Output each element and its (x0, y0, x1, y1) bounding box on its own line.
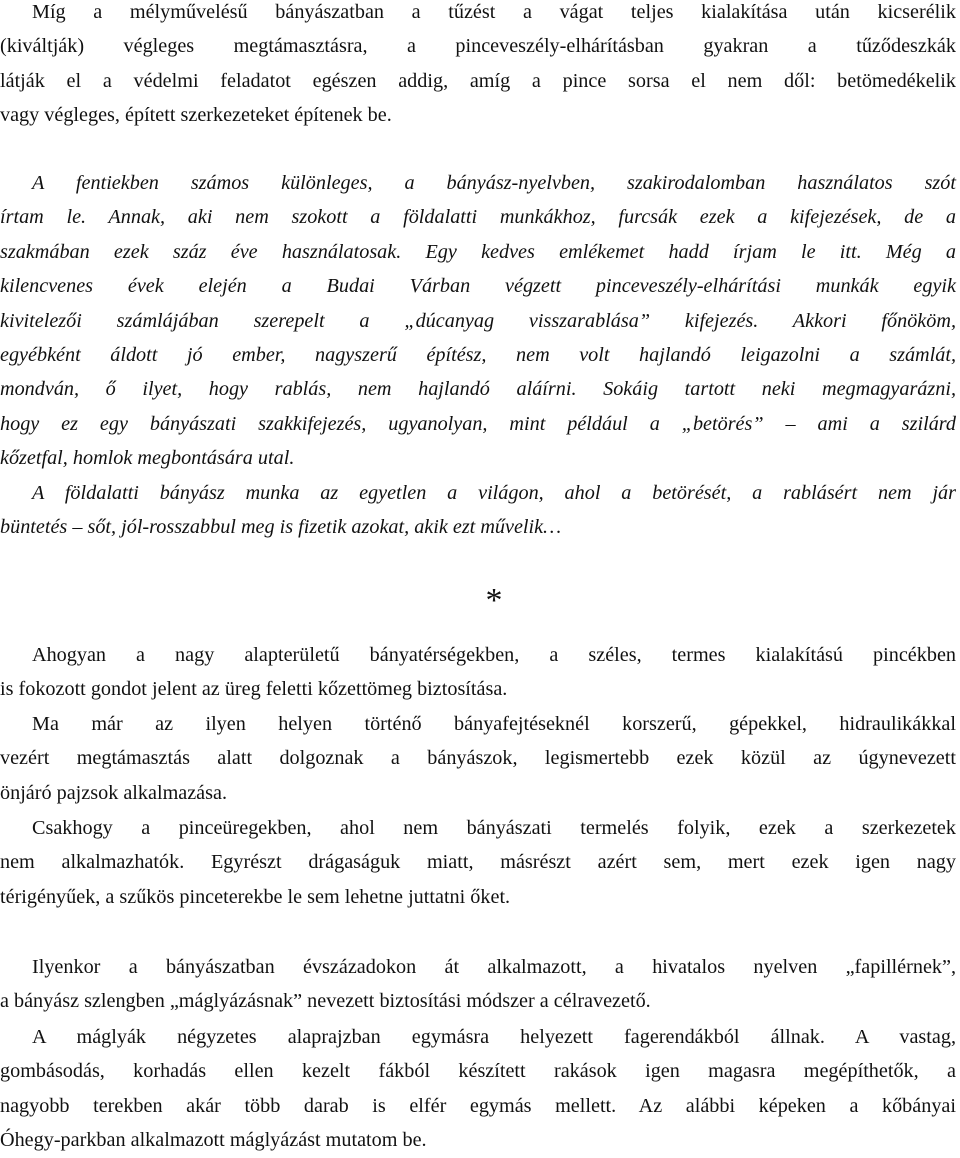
text-line: Ma már az ilyen helyen történő bányafejtéseknél korszerű, gépekkel, hidraulikákkal (32, 713, 956, 735)
text-line: Míg a mélyművelésű bányászatban a tűzést a vágat teljes kialakítása után kicserélik (32, 1, 956, 23)
text-line: A fentiekben számos különleges, a bányász-nyelvben, szakirodalomban használatos szót (32, 172, 956, 194)
section-separator-asterisk: * (485, 582, 503, 619)
text-line: Csakhogy a pinceüregekben, ahol nem bányászati termelés folyik, ezek a szerkezetek (32, 817, 956, 839)
text-line: nagyobb terekben akár több darab is elfér egymás mellett. Az alábbi képeken a kőbányai (0, 1094, 956, 1117)
text-line: látják el a védelmi feladatot egészen addig, amíg a pince sorsa el nem dől: betömedékelik (0, 69, 956, 92)
text-line: vezért megtámasztás alatt dolgoznak a bányászok, legismertebb ezek közül az úgynevezett (0, 747, 956, 770)
text-line: nem alkalmazhatók. Egyrészt drágaságuk miatt, másrészt azért sem, mert ezek igen nagy (0, 851, 956, 874)
paragraph-7 (0, 950, 956, 1019)
paragraph-4 (0, 638, 956, 707)
paragraph-2 (0, 166, 956, 476)
text-line: mondván, ő ilyet, hogy rablás, nem hajlandó aláírni. Sokáig tartott neki megmagyarázni, (0, 378, 956, 401)
paragraph-8 (0, 1020, 956, 1158)
text-line: A máglyák négyzetes alaprajzban egymásra helyezett fagerendákból állnak. A vastag, (32, 1026, 956, 1048)
text-line: (kiváltják) végleges megtámasztásra, a pinceveszély-elhárításban gyakran a tűződeszkák (0, 35, 956, 58)
text-line: térigényűek, a szűkös pinceterekbe le sem lehetne juttatni őket. (0, 885, 511, 908)
text-line: vagy végleges, épített szerkezeteket építenek be. (0, 104, 392, 127)
text-line: Ahogyan a nagy alapterületű bányatérségekben, a széles, termes kialakítású pincékben (32, 644, 956, 666)
text-line: írtam le. Annak, aki nem szokott a földalatti munkákhoz, furcsák ezek a kifejezések, de a (0, 206, 956, 229)
paragraph-6 (0, 811, 956, 914)
text-line: Ilyenkor a bányászatban évszázadokon át alkalmazott, a hivatalos nyelven „fapillérnek”, (32, 956, 956, 978)
text-line: büntetés – sőt, jól-rosszabbul meg is fizetik azokat, akik ezt művelik… (0, 516, 562, 539)
text-line: szakmában ezek száz éve használatosak. Egy kedves emlékemet hadd írjam le itt. Még a (0, 240, 956, 263)
text-line: kőzetfal, homlok megbontására utal. (0, 447, 295, 470)
text-line: A földalatti bányász munka az egyetlen a világon, ahol a betörését, a rablásért nem jár (32, 482, 956, 504)
text-line: a bányász szlengben „máglyázásnak” nevezett biztosítási módszer a célravezető. (0, 990, 651, 1013)
text-line: hogy ez egy bányászati szakkifejezés, ugyanolyan, mint például a „betörés” – ami a szilárd (0, 412, 956, 435)
paragraph-1 (0, 0, 956, 133)
text-line: Óhegy-parkban alkalmazott máglyázást mutatom be. (0, 1129, 427, 1152)
text-line: önjáró pajzsok alkalmazása. (0, 781, 228, 804)
text-line: gombásodás, korhadás ellen kezelt fákból készített rakások igen magasra megépíthetők, a (0, 1060, 956, 1083)
paragraph-5 (0, 707, 956, 810)
text-line: kivitelezői számlájában szerepelt a „dúcanyag visszarablása” kifejezés. Akkori főnököm, (0, 309, 956, 332)
text-line: egyébként áldott jó ember, nagyszerű építész, nem volt hajlandó leigazolni a számlát, (0, 343, 956, 366)
text-line: is fokozott gondot jelent az üreg feletti kőzettömeg biztosítása. (0, 678, 508, 701)
text-line: kilencvenes évek elején a Budai Várban végzett pinceveszély-elhárítási munkák egyik (0, 275, 956, 298)
paragraph-3 (0, 476, 956, 545)
